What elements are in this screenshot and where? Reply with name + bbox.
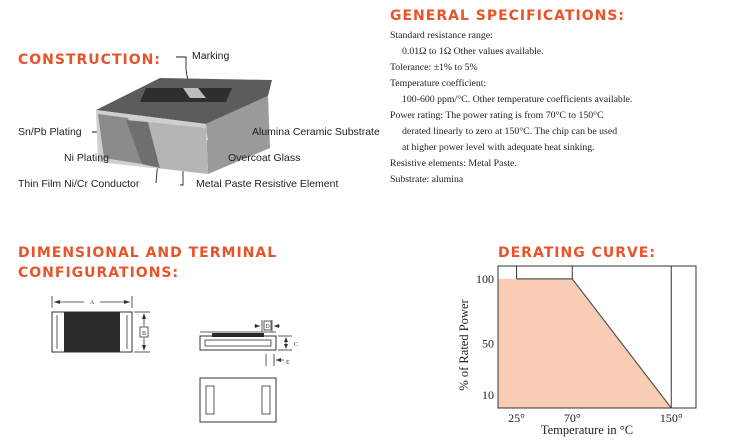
- overcoat-label: Overcoat Glass: [228, 152, 301, 164]
- dimensional-title-line1: DIMENSIONAL AND TERMINAL: [18, 245, 278, 261]
- spec-line: Substrate: alumina: [390, 174, 464, 185]
- dim-label-c: C: [294, 342, 299, 348]
- x-axis-label: Temperature in °C: [540, 423, 634, 437]
- alumina-label: Alumina Ceramic Substrate: [252, 126, 380, 138]
- dim-label-e: E: [286, 360, 290, 366]
- metal-paste-label: Metal Paste Resistive Element: [196, 178, 339, 190]
- y-axis-label: % of Rated Power: [457, 299, 471, 391]
- dimension-drawings: [40, 290, 310, 440]
- y-tick-label: 50: [482, 336, 494, 351]
- spec-line: Power rating: The power rating is from 70°C to 150°C: [390, 110, 604, 121]
- dim-label-a: A: [89, 300, 95, 306]
- spec-line: Temperature coefficient:: [390, 78, 487, 89]
- derating-area: [498, 279, 671, 408]
- x-tick-label: 25°: [508, 411, 525, 425]
- chip-construction-drawing: [0, 40, 390, 200]
- thin-film-label: Thin Film Ni/Cr Conductor: [18, 178, 140, 190]
- spec-line: Resistive elements: Metal Paste.: [390, 158, 517, 169]
- spec-line: 100-600 ppm/°C. Other temperature coefficients available.: [402, 94, 633, 105]
- spec-line: at higher power level with adequate heat sinking.: [402, 142, 595, 153]
- spec-line: Standard resistance range:: [390, 30, 493, 41]
- construction-title: CONSTRUCTION:: [18, 52, 161, 68]
- x-tick-label: 150°: [659, 411, 683, 425]
- spec-line: derated linearly to zero at 150°C. The chip can be used: [402, 126, 618, 137]
- derating-curve-title: DERATING CURVE:: [498, 245, 656, 261]
- y-tick-label: 100: [476, 271, 494, 286]
- marking-label: Marking: [192, 50, 230, 62]
- dim-label-b: B: [141, 331, 147, 337]
- spec-line: Tolerance: ±1% to 5%: [390, 62, 478, 73]
- ni-plating-label: Ni Plating: [64, 152, 109, 164]
- dimensional-title-line2: CONFIGURATIONS:: [18, 265, 180, 281]
- sn-pb-plating-label: Sn/Pb Plating: [18, 126, 82, 138]
- x-tick-label: 70°: [563, 411, 581, 425]
- dim-label-d: D: [265, 324, 270, 330]
- derating-chart: [450, 262, 710, 442]
- y-tick-label: 10: [482, 388, 494, 403]
- general-specifications-title: GENERAL SPECIFICATIONS:: [390, 8, 625, 24]
- spec-line: 0.01Ω to 1Ω Other values available.: [402, 46, 544, 57]
